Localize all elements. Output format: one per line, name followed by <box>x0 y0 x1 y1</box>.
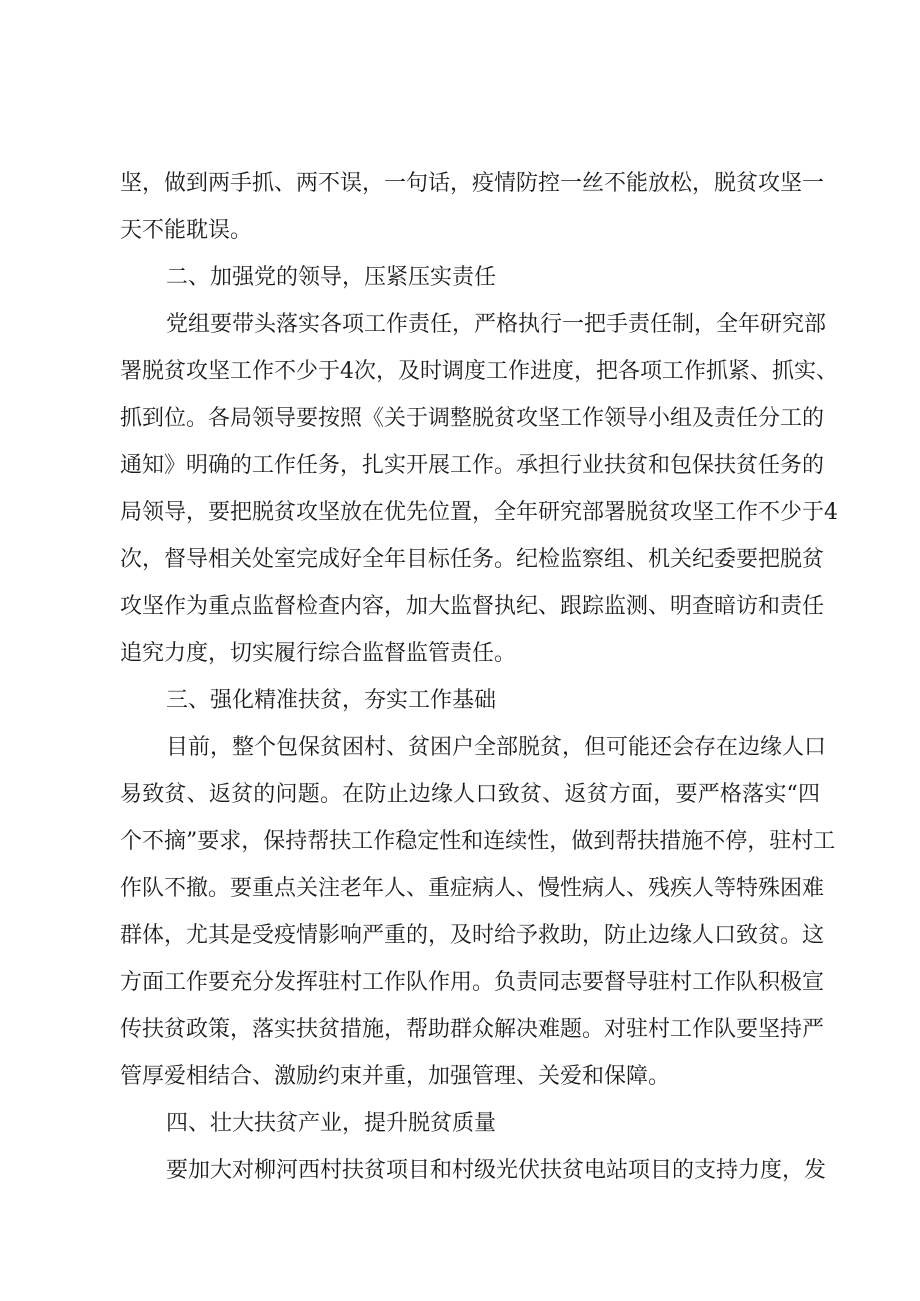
paragraph-line: 追究力度，切实履行综合监督监管责任。 <box>120 641 517 666</box>
paragraph-line: 作队不撤。要重点关注老年人、重症病人、慢性病人、残疾人等特殊困难 <box>120 876 825 901</box>
section-heading-4: 四、壮大扶贫产业，提升脱贫质量 <box>166 1111 497 1136</box>
paragraph-line: 坚，做到两手抓、两不误，一句话，疫情防控一丝不能放松，脱贫攻坚一 <box>120 171 825 196</box>
paragraph-line: 党组要带头落实各项工作责任，严格执行一把手责任制，全年研究部 <box>166 312 827 337</box>
section-heading-2: 二、加强党的领导，压紧压实责任 <box>166 265 497 290</box>
paragraph-line: 管厚爱相结合、激励约束并重，加强管理、关爱和保障。 <box>120 1064 671 1089</box>
paragraph-line: 群体，尤其是受疫情影响严重的，及时给予救助，防止边缘人口致贫。这 <box>120 923 825 948</box>
paragraph-line: 目前，整个包保贫困村、贫困户全部脱贫，但可能还会存在边缘人口 <box>166 735 827 760</box>
paragraph-line: 次，督导相关处室完成好全年目标任务。纪检监察组、机关纪委要把脱贫 <box>120 547 825 572</box>
paragraph-line: 天不能耽误。 <box>120 218 253 243</box>
paragraph-line: 方面工作要充分发挥驻村工作队作用。负责同志要督导驻村工作队积极宣 <box>120 970 825 995</box>
paragraph-line: 个不摘”要求，保持帮扶工作稳定性和连续性，做到帮扶措施不停，驻村工 <box>120 829 836 854</box>
paragraph-line: 传扶贫政策，落实扶贫措施，帮助群众解决难题。对驻村工作队要坚持严 <box>120 1017 825 1042</box>
paragraph-line: 易致贫、返贫的问题。在防止边缘人口致贫、返贫方面，要严格落实“四 <box>120 782 820 807</box>
section-heading-3: 三、强化精准扶贫，夯实工作基础 <box>166 688 497 713</box>
paragraph-line: 局领导，要把脱贫攻坚放在优先位置，全年研究部署脱贫攻坚工作不少于4 <box>120 500 838 525</box>
paragraph-line: 攻坚作为重点监督检查内容，加大监督执纪、跟踪监测、明查暗访和责任 <box>120 594 825 619</box>
paragraph-line: 要加大对柳河西村扶贫项目和村级光伏扶贫电站项目的支持力度，发 <box>166 1158 827 1183</box>
paragraph-line: 署脱贫攻坚工作不少于4次，及时调度工作进度，把各项工作抓紧、抓实、 <box>120 359 838 384</box>
paragraph-line: 抓到位。各局领导要按照《关于调整脱贫攻坚工作领导小组及责任分工的 <box>120 406 825 431</box>
paragraph-line: 通知》明确的工作任务，扎实开展工作。承担行业扶贫和包保扶贫任务的 <box>120 453 825 478</box>
